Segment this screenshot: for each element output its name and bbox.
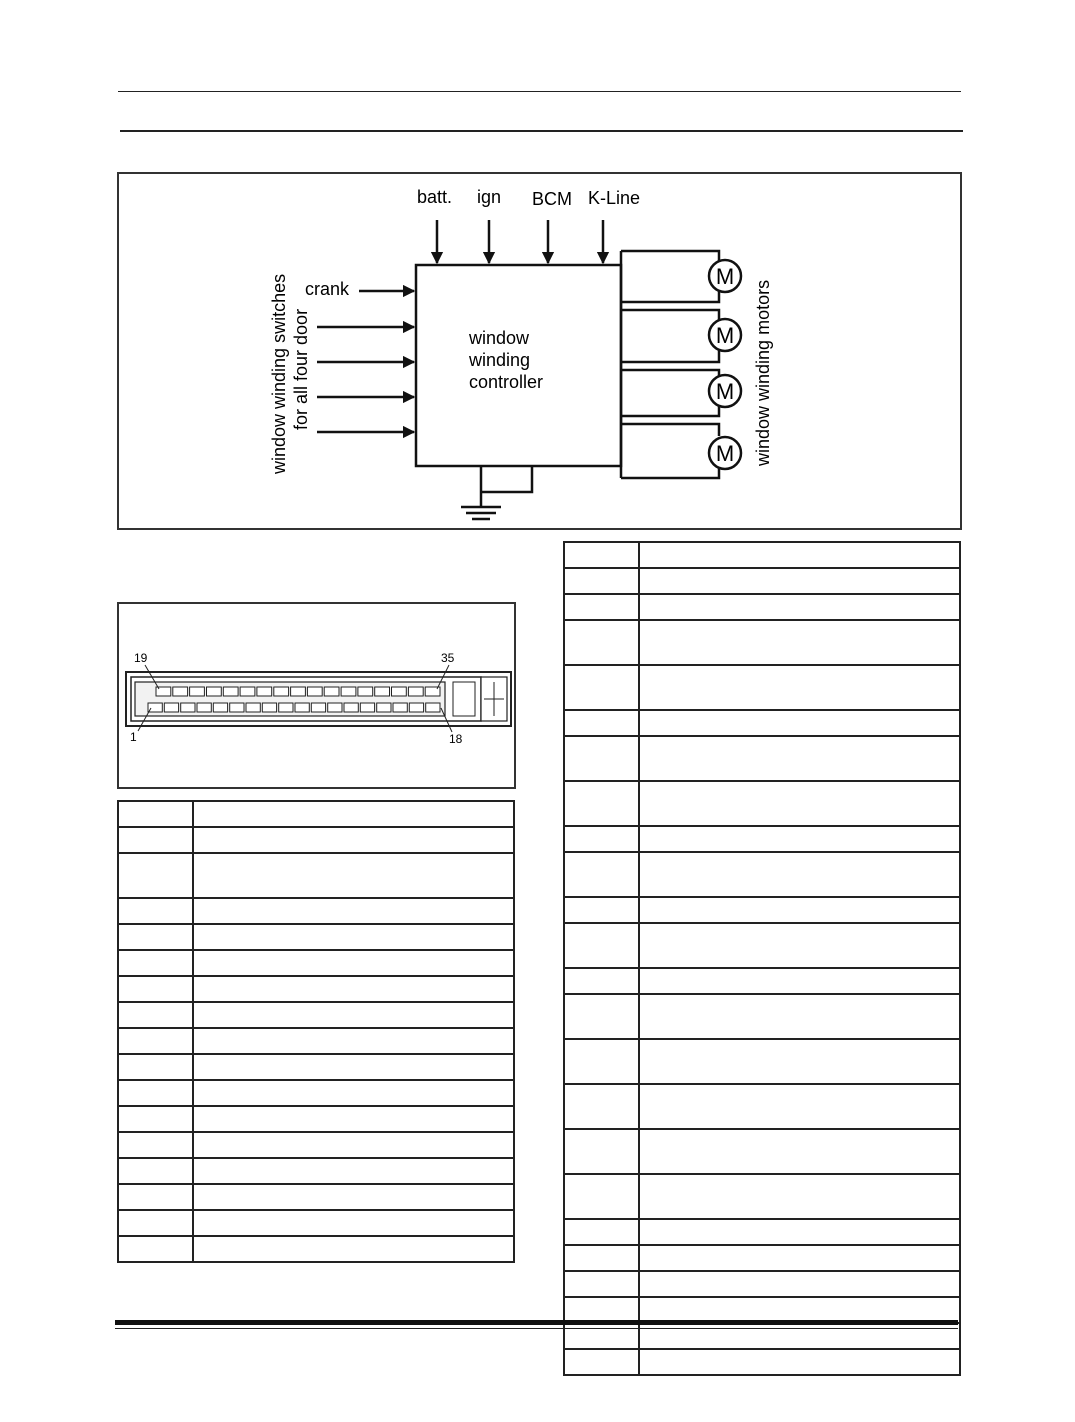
pin-number-cell — [118, 1002, 193, 1028]
connector-pin — [311, 703, 325, 712]
pin-description-cell — [193, 801, 514, 827]
footer-rule-thin — [115, 1328, 958, 1329]
pin-number-cell — [118, 1054, 193, 1080]
connector-pin — [375, 687, 390, 696]
connector-pin — [377, 703, 391, 712]
table-row — [118, 1106, 514, 1132]
pin-description-cell — [639, 1129, 960, 1174]
table-row — [118, 1210, 514, 1236]
table-row — [564, 1084, 960, 1129]
connector-pin — [360, 703, 374, 712]
table-row — [564, 736, 960, 781]
pin-description-cell — [639, 1039, 960, 1084]
pin-description-cell — [193, 1132, 514, 1158]
pin-number-cell — [118, 1184, 193, 1210]
connector-pin — [295, 703, 309, 712]
header-rule-bottom — [120, 130, 963, 132]
pin-number-cell — [564, 781, 639, 826]
connector-pin — [307, 687, 322, 696]
table-row — [118, 1184, 514, 1210]
pin-number-cell — [118, 801, 193, 827]
connector-pin — [257, 687, 272, 696]
pin-description-cell — [193, 1080, 514, 1106]
table-row — [118, 1132, 514, 1158]
pin-number-cell — [564, 1323, 639, 1349]
pin-description-cell — [639, 710, 960, 736]
pin-description-cell — [639, 1245, 960, 1271]
pin-description-cell — [639, 620, 960, 665]
pin-number-cell — [564, 594, 639, 620]
pin-number-cell — [564, 968, 639, 994]
table-row — [118, 898, 514, 924]
pin-description-cell — [193, 1002, 514, 1028]
pin-description-cell — [639, 568, 960, 594]
table-row — [564, 1323, 960, 1349]
pin-number-cell — [564, 620, 639, 665]
pin-number-cell — [564, 1271, 639, 1297]
table-row — [564, 710, 960, 736]
pin-description-cell — [639, 1349, 960, 1375]
motor-2 — [709, 319, 741, 351]
pin-description-cell — [193, 924, 514, 950]
pin-description-cell — [193, 827, 514, 853]
header-rule-top — [118, 91, 961, 92]
connector-pin — [274, 687, 289, 696]
pin-number-cell — [564, 665, 639, 710]
connector-pin — [262, 703, 276, 712]
connector-svg — [119, 604, 514, 787]
connector-pin — [148, 703, 162, 712]
footer-rule-thick — [115, 1320, 958, 1325]
pin-number-cell — [564, 1245, 639, 1271]
pin-description-cell — [639, 826, 960, 852]
pin-number-cell — [564, 1219, 639, 1245]
pin-number-cell — [564, 710, 639, 736]
pin-number-cell — [564, 923, 639, 968]
input-label-bcm: BCM — [532, 189, 572, 209]
table-row — [564, 1245, 960, 1271]
table-row — [564, 1349, 960, 1375]
controller-label-line1: window — [469, 328, 530, 348]
table-row — [564, 826, 960, 852]
connector-pin — [181, 703, 195, 712]
pin-label-35: 35 — [441, 651, 455, 665]
connector-pin — [164, 703, 178, 712]
block-diagram — [117, 172, 962, 530]
connector-pin — [328, 703, 342, 712]
pin-description-cell — [639, 1174, 960, 1219]
pin-description-cell — [639, 897, 960, 923]
table-row — [564, 994, 960, 1039]
controller-label-line2: winding — [469, 350, 531, 370]
table-row — [564, 1174, 960, 1219]
table-row — [118, 924, 514, 950]
pin-number-cell — [118, 898, 193, 924]
table-row — [564, 1219, 960, 1245]
table-row — [118, 1054, 514, 1080]
pin-number-cell — [564, 542, 639, 568]
pin-label-18: 18 — [449, 732, 463, 746]
connector-pin — [344, 703, 358, 712]
motor-symbol: M — [715, 379, 735, 404]
pin-description-cell — [193, 1210, 514, 1236]
motor-wiring — [621, 251, 719, 478]
connector-pin — [213, 703, 227, 712]
pin-description-cell — [639, 542, 960, 568]
table-row — [118, 1028, 514, 1054]
motor-4 — [709, 437, 741, 469]
pin-number-cell — [118, 950, 193, 976]
pin-description-cell — [193, 1028, 514, 1054]
pin-number-cell — [118, 853, 193, 898]
table-row — [564, 1129, 960, 1174]
pin-number-cell — [564, 852, 639, 897]
pin-description-cell — [639, 1271, 960, 1297]
table-row — [118, 801, 514, 827]
table-row — [564, 620, 960, 665]
pin-label-1: 1 — [130, 730, 137, 744]
motor-symbol: M — [715, 264, 735, 289]
pin-number-cell — [118, 827, 193, 853]
switches-label-line1: window winding switches — [269, 273, 289, 474]
connector-pin — [408, 687, 423, 696]
connector-pin — [392, 687, 407, 696]
motor-3 — [709, 375, 741, 407]
pin-number-cell — [118, 1132, 193, 1158]
connector-pin — [190, 687, 205, 696]
pin-number-cell — [118, 1028, 193, 1054]
table-row — [118, 827, 514, 853]
connector-pin — [393, 703, 407, 712]
connector-pins-top — [156, 687, 440, 696]
pin-number-cell — [564, 826, 639, 852]
pin-description-cell — [193, 976, 514, 1002]
table-row — [564, 1039, 960, 1084]
motor-1 — [709, 260, 741, 292]
pin-number-cell — [118, 1106, 193, 1132]
table-row — [564, 852, 960, 897]
pin-description-cell — [193, 898, 514, 924]
pin-number-cell — [118, 1158, 193, 1184]
connector-pin — [324, 687, 339, 696]
motor-symbol: M — [715, 441, 735, 466]
pin-description-cell — [639, 781, 960, 826]
table-row — [564, 542, 960, 568]
crank-label: crank — [305, 279, 350, 299]
pin-description-cell — [639, 665, 960, 710]
table-row — [564, 594, 960, 620]
table-row — [564, 781, 960, 826]
input-label-kline: K-Line — [588, 188, 641, 208]
pin-number-cell — [118, 976, 193, 1002]
pin-number-cell — [118, 924, 193, 950]
controller-label-line3: controller — [469, 372, 544, 392]
pin-number-cell — [118, 1210, 193, 1236]
table-row — [118, 1002, 514, 1028]
pin-number-cell — [118, 1236, 193, 1262]
pin-number-cell — [564, 1174, 639, 1219]
pin-description-cell — [193, 1236, 514, 1262]
table-row — [118, 950, 514, 976]
connector-pin — [197, 703, 211, 712]
connector-pin — [240, 687, 255, 696]
pin-description-cell — [193, 1054, 514, 1080]
pin-number-cell — [118, 1080, 193, 1106]
ground-symbol-icon — [461, 467, 532, 519]
pin-number-cell — [564, 897, 639, 923]
table-row — [118, 1158, 514, 1184]
block-diagram-svg — [119, 174, 960, 528]
table-row — [564, 968, 960, 994]
switches-label-line2: for all four door — [291, 308, 311, 430]
connector-pin — [409, 703, 423, 712]
connector-pin — [358, 687, 373, 696]
pin-number-cell — [564, 736, 639, 781]
pin-description-cell — [193, 1184, 514, 1210]
table-row — [564, 923, 960, 968]
pin-description-cell — [639, 1219, 960, 1245]
motor-symbol: M — [715, 323, 735, 348]
pin-description-cell — [193, 1106, 514, 1132]
connector-pin — [291, 687, 306, 696]
pin-label-19: 19 — [134, 651, 148, 665]
connector-pin — [426, 703, 440, 712]
pin-description-cell — [639, 1323, 960, 1349]
input-label-batt: batt. — [417, 187, 453, 207]
connector-pin — [279, 703, 293, 712]
pin-description-cell — [639, 994, 960, 1039]
pin-table-left — [117, 800, 515, 1263]
table-row — [564, 1271, 960, 1297]
pin-number-cell — [564, 568, 639, 594]
connector-drawing — [117, 602, 516, 789]
connector-pin — [173, 687, 188, 696]
table-row — [564, 897, 960, 923]
pin-description-cell — [639, 1084, 960, 1129]
pin-number-cell — [564, 1039, 639, 1084]
pin-description-cell — [639, 968, 960, 994]
connector-pin — [207, 687, 222, 696]
table-row — [118, 976, 514, 1002]
connector-pin — [230, 703, 244, 712]
input-label-ign: ign — [477, 187, 502, 207]
pin-number-cell — [564, 1349, 639, 1375]
pin-number-cell — [564, 1129, 639, 1174]
table-row — [118, 853, 514, 898]
pin-description-cell — [639, 736, 960, 781]
table-row — [564, 665, 960, 710]
connector-pin — [246, 703, 260, 712]
pin-table-right — [563, 541, 961, 1376]
motors-label: window winding motors — [753, 279, 773, 466]
pin-description-cell — [639, 923, 960, 968]
pin-description-cell — [639, 852, 960, 897]
pin-description-cell — [193, 1158, 514, 1184]
pin-number-cell — [564, 994, 639, 1039]
table-row — [564, 568, 960, 594]
table-row — [118, 1236, 514, 1262]
connector-pin — [223, 687, 238, 696]
connector-pin — [341, 687, 356, 696]
pin-description-cell — [193, 853, 514, 898]
table-row — [118, 1080, 514, 1106]
pin-description-cell — [639, 594, 960, 620]
pin-description-cell — [193, 950, 514, 976]
pin-number-cell — [564, 1084, 639, 1129]
